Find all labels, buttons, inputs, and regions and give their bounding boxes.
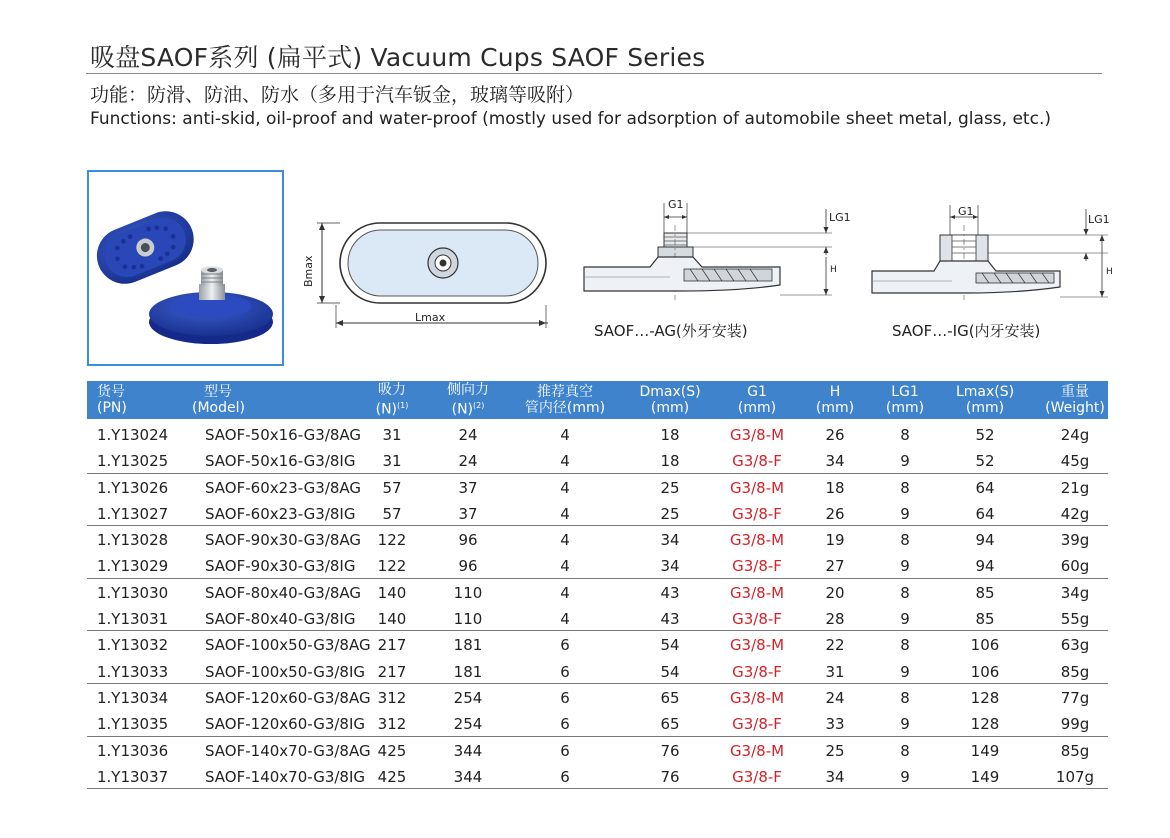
tube-cell: 4 (560, 504, 570, 523)
suction-cell: 31 (382, 452, 402, 471)
g1-cell: G3/8-F (732, 662, 782, 681)
table-row (87, 710, 1108, 736)
tube-cell: 6 (560, 741, 570, 760)
spec-table-header (87, 381, 1108, 419)
lg1-cell: 9 (900, 452, 910, 471)
suction-cell: 312 (377, 688, 407, 707)
dmax-cell: 54 (660, 662, 680, 681)
tube-cell: 6 (560, 767, 570, 786)
lg1-cell: 9 (900, 662, 910, 681)
model-cell: SAOF-50x16-G3/8IG (205, 452, 356, 471)
lateral-cell: 344 (453, 741, 483, 760)
top-view-diagram (300, 215, 555, 330)
lateral-cell: 37 (458, 504, 478, 523)
h-cell: 34 (825, 452, 845, 471)
lmax-cell: 52 (975, 426, 995, 444)
lg1-cell: 8 (900, 583, 910, 602)
lateral-cell: 96 (458, 531, 478, 550)
g1-cell: G3/8-M (729, 688, 785, 707)
model-cell: SAOF-50x16-G3/8AG (205, 426, 362, 444)
lateral-cell: 24 (458, 452, 478, 471)
ig-g1-label: G1 (958, 205, 974, 218)
lg1-cell: 9 (900, 504, 910, 523)
lg1-cell: 9 (900, 557, 910, 576)
tube-cell: 4 (560, 426, 570, 444)
model-cell: SAOF-140x70-G3/8AG (205, 741, 371, 760)
lmax-cell: 94 (975, 531, 995, 550)
pn-cell: 1.Y13028 (97, 531, 169, 550)
ag-g1-label: G1 (668, 198, 684, 211)
suction-cell: 31 (382, 426, 402, 444)
lmax-cell: 149 (970, 767, 1000, 786)
weight-cell: 60g (1060, 557, 1090, 576)
functions-english: Functions: anti-skid, oil-proof and water-proof (mostly used for adsorption of automobile sheet metal, glass, etc.) (90, 109, 1051, 129)
model-cell: SAOF-80x40-G3/8AG (205, 583, 362, 602)
h-cell: 26 (825, 426, 845, 444)
lmax-cell: 52 (975, 452, 995, 471)
pn-cell: 1.Y13037 (97, 767, 169, 786)
lateral-cell: 344 (453, 767, 483, 786)
dmax-cell: 25 (660, 504, 680, 523)
pn-cell: 1.Y13025 (97, 452, 169, 471)
dmax-cell: 34 (660, 531, 680, 550)
lg1-cell: 9 (900, 715, 910, 734)
ig-section-diagram (868, 195, 1123, 305)
lg1-cell: 8 (900, 741, 910, 760)
suction-cell: 122 (377, 557, 407, 576)
lateral-cell: 254 (453, 715, 483, 734)
lg1-cell: 9 (900, 767, 910, 786)
table-row (87, 684, 1108, 710)
model-cell: SAOF-100x50-G3/8AG (205, 636, 371, 655)
spec-table-body (87, 421, 1108, 789)
weight-cell: 99g (1060, 715, 1090, 734)
bmax-label: Bmax (302, 255, 315, 287)
dmax-cell: 65 (660, 715, 680, 734)
g1-cell: G3/8-F (732, 452, 782, 471)
g1-cell: G3/8-M (729, 636, 785, 655)
ig-lg1-label: LG1 (1088, 213, 1110, 226)
g1-cell: G3/8-M (729, 426, 785, 444)
g1-cell: G3/8-F (732, 610, 782, 629)
model-cell: SAOF-60x23-G3/8AG (205, 478, 362, 497)
dmax-cell: 43 (660, 610, 680, 629)
g1-cell: G3/8-M (729, 531, 785, 550)
lg1-cell: 8 (900, 478, 910, 497)
suction-cell: 312 (377, 715, 407, 734)
weight-cell: 42g (1060, 504, 1090, 523)
model-cell: SAOF-140x70-G3/8IG (205, 767, 366, 786)
model-cell: SAOF-80x40-G3/8IG (205, 610, 356, 629)
suction-cell: 425 (377, 741, 407, 760)
lmax-cell: 64 (975, 478, 995, 497)
weight-cell: 21g (1060, 478, 1090, 497)
g1-cell: G3/8-M (729, 478, 785, 497)
h-cell: 25 (825, 741, 845, 760)
g1-cell: G3/8-F (732, 715, 782, 734)
header-suction: 吸力 $(N)^{(1)}$ (375, 382, 409, 418)
ig-caption: SAOF…-IG(内牙安装) (892, 322, 1041, 340)
weight-cell: 85g (1060, 662, 1090, 681)
header-lg1: LG1 (mm) (885, 384, 925, 416)
lmax-cell: 85 (975, 610, 995, 629)
pn-cell: 1.Y13026 (97, 478, 169, 497)
tube-cell: 4 (560, 583, 570, 602)
lateral-cell: 24 (458, 426, 478, 444)
h-cell: 19 (825, 531, 845, 550)
header-g1: G1 (mm) (737, 384, 777, 416)
pn-cell: 1.Y13036 (97, 741, 169, 760)
g1-cell: G3/8-M (729, 583, 785, 602)
product-photo (87, 170, 284, 366)
lateral-cell: 254 (453, 688, 483, 707)
header-h: H (mm) (815, 384, 855, 416)
header-weight: 重量 (Weight) (1045, 384, 1105, 416)
dmax-cell: 18 (660, 452, 680, 471)
lmax-cell: 85 (975, 583, 995, 602)
table-row (87, 631, 1108, 657)
page-title: 吸盘SAOF系列 (扁平式) Vacuum Cups SAOF Series (90, 43, 706, 72)
model-cell: SAOF-100x50-G3/8IG (205, 662, 366, 681)
table-row (87, 447, 1108, 473)
functions-chinese: 功能：防滑、防油、防水（多用于汽车钣金，玻璃等吸附） (90, 84, 585, 106)
lateral-cell: 37 (458, 478, 478, 497)
header-model: 型号 (Model) (192, 384, 245, 416)
pn-cell: 1.Y13030 (97, 583, 169, 602)
suction-cell: 122 (377, 531, 407, 550)
model-cell: SAOF-90x30-G3/8AG (205, 531, 362, 550)
header-vacuum-tube: 推荐真空 管内径(mm) (524, 384, 606, 416)
ag-lg1-label: LG1 (829, 211, 851, 224)
weight-cell: 77g (1060, 688, 1090, 707)
pn-cell: 1.Y13027 (97, 504, 169, 523)
dmax-cell: 76 (660, 741, 680, 760)
weight-cell: 55g (1060, 610, 1090, 629)
lmax-cell: 149 (970, 741, 1000, 760)
lmax-cell: 128 (970, 688, 1000, 707)
lateral-cell: 110 (453, 610, 483, 629)
h-cell: 33 (825, 715, 845, 734)
dmax-cell: 25 (660, 478, 680, 497)
lmax-cell: 106 (970, 662, 1000, 681)
pn-cell: 1.Y13034 (97, 688, 169, 707)
table-row (87, 658, 1108, 684)
lg1-cell: 8 (900, 688, 910, 707)
header-dmax: Dmax(S) (mm) (639, 384, 701, 416)
h-cell: 31 (825, 662, 845, 681)
tube-cell: 4 (560, 531, 570, 550)
table-row (87, 605, 1108, 631)
tube-cell: 4 (560, 610, 570, 629)
weight-cell: 39g (1060, 531, 1090, 550)
table-row (87, 500, 1108, 526)
weight-cell: 45g (1060, 452, 1090, 471)
g1-cell: G3/8-M (729, 741, 785, 760)
suction-cell: 140 (377, 583, 407, 602)
table-row (87, 474, 1108, 500)
table-row (87, 763, 1108, 789)
table-row (87, 421, 1108, 447)
model-cell: SAOF-120x60-G3/8AG (205, 688, 371, 707)
suction-cell: 57 (382, 504, 402, 523)
pn-cell: 1.Y13024 (97, 426, 169, 444)
h-cell: 20 (825, 583, 845, 602)
dmax-cell: 76 (660, 767, 680, 786)
table-row (87, 579, 1108, 605)
dmax-cell: 54 (660, 636, 680, 655)
h-cell: 34 (825, 767, 845, 786)
vacuum-cup-photo-illustration (89, 172, 282, 364)
lateral-cell: 110 (453, 583, 483, 602)
model-cell: SAOF-90x30-G3/8IG (205, 557, 356, 576)
pn-cell: 1.Y13031 (97, 610, 169, 629)
g1-cell: G3/8-F (732, 557, 782, 576)
pn-cell: 1.Y13033 (97, 662, 169, 681)
tube-cell: 4 (560, 452, 570, 471)
h-cell: 22 (825, 636, 845, 655)
weight-cell: 34g (1060, 583, 1090, 602)
lateral-cell: 96 (458, 557, 478, 576)
suction-cell: 140 (377, 610, 407, 629)
weight-cell: 107g (1055, 767, 1095, 786)
weight-cell: 63g (1060, 636, 1090, 655)
tube-cell: 4 (560, 557, 570, 576)
lmax-cell: 128 (970, 715, 1000, 734)
tube-cell: 6 (560, 715, 570, 734)
h-cell: 24 (825, 688, 845, 707)
header-lateral-force: 侧向力 $(N)^{(2)}$ (447, 382, 489, 418)
h-cell: 27 (825, 557, 845, 576)
h-cell: 26 (825, 504, 845, 523)
lg1-cell: 8 (900, 636, 910, 655)
lg1-cell: 8 (900, 426, 910, 444)
tube-cell: 6 (560, 636, 570, 655)
h-cell: 28 (825, 610, 845, 629)
lg1-cell: 8 (900, 531, 910, 550)
weight-cell: 85g (1060, 741, 1090, 760)
dmax-cell: 34 (660, 557, 680, 576)
table-row (87, 526, 1108, 552)
model-cell: SAOF-60x23-G3/8IG (205, 504, 356, 523)
suction-cell: 217 (377, 636, 407, 655)
dmax-cell: 18 (660, 426, 680, 444)
pn-cell: 1.Y13035 (97, 715, 169, 734)
weight-cell: 24g (1060, 426, 1090, 444)
header-lmax: Lmax(S) (mm) (955, 384, 1015, 416)
h-cell: 18 (825, 478, 845, 497)
suction-cell: 57 (382, 478, 402, 497)
suction-cell: 217 (377, 662, 407, 681)
tube-cell: 6 (560, 688, 570, 707)
suction-cell: 425 (377, 767, 407, 786)
table-row (87, 552, 1108, 578)
ag-section-diagram (580, 195, 851, 305)
lmax-cell: 64 (975, 504, 995, 523)
lmax-label: Lmax (415, 311, 446, 324)
lmax-cell: 94 (975, 557, 995, 576)
ag-caption: SAOF…-AG(外牙安装) (594, 322, 748, 340)
tube-cell: 6 (560, 662, 570, 681)
ig-h-label: H (1106, 267, 1113, 277)
pn-cell: 1.Y13029 (97, 557, 169, 576)
g1-cell: G3/8-F (732, 504, 782, 523)
tube-cell: 4 (560, 478, 570, 497)
lg1-cell: 9 (900, 610, 910, 629)
dmax-cell: 65 (660, 688, 680, 707)
lateral-cell: 181 (453, 636, 483, 655)
model-cell: SAOF-120x60-G3/8IG (205, 715, 366, 734)
g1-cell: G3/8-F (732, 767, 782, 786)
pn-cell: 1.Y13032 (97, 636, 169, 655)
lateral-cell: 181 (453, 662, 483, 681)
ag-h-label: H (830, 265, 837, 275)
table-row (87, 737, 1108, 763)
lmax-cell: 106 (970, 636, 1000, 655)
title-divider (86, 73, 1102, 74)
header-pn: 货号 (PN) (97, 384, 127, 416)
dmax-cell: 43 (660, 583, 680, 602)
